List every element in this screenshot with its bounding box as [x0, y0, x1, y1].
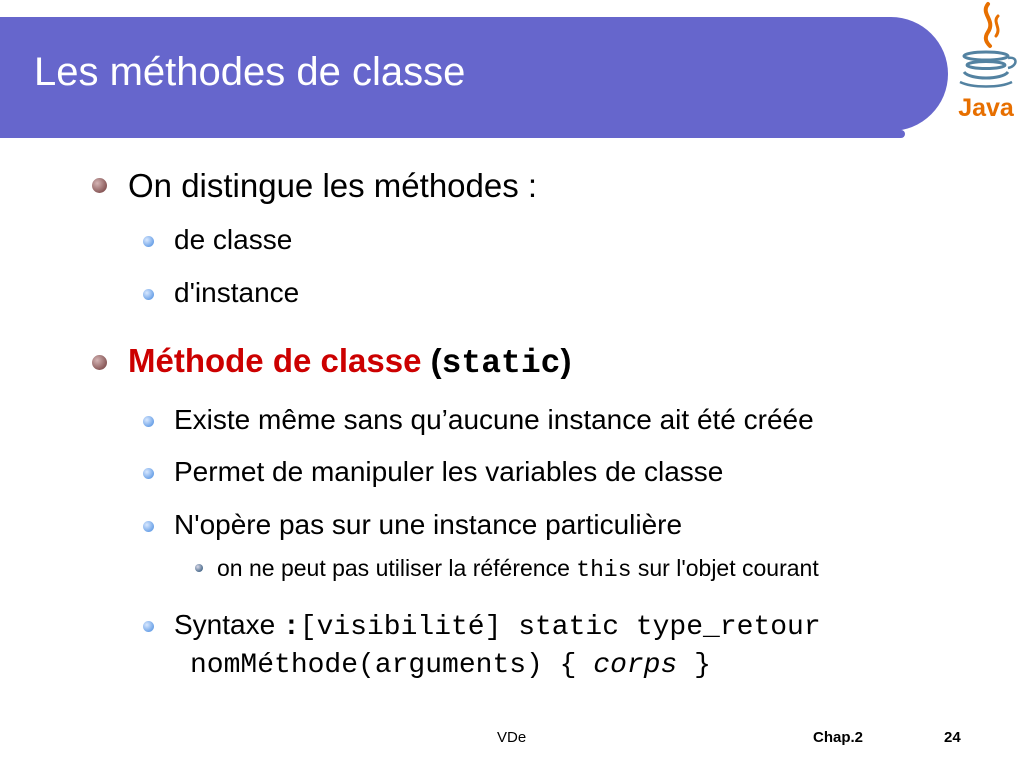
bullet-distinguish: On distingue les méthodes : [128, 167, 538, 204]
sub-sub-bullet-icon [195, 564, 203, 572]
this-pre: on ne peut pas utiliser la référence [217, 555, 577, 581]
sub-bullet-icon [143, 416, 154, 427]
sub-bullet-existe: Existe même sans qu’aucune instance ait été créée [174, 404, 814, 435]
syntaxe-colon: : [282, 612, 300, 643]
syntaxe-code2a: nomMéthode(arguments) { [190, 650, 594, 681]
syntaxe-code-line1: [visibilité] static type_retour [299, 612, 821, 643]
slide-title: Les méthodes de classe [34, 50, 466, 94]
sub-sub-bullet-this [217, 557, 819, 582]
sub-bullet-icon [143, 468, 154, 479]
bullet-icon [92, 355, 107, 370]
paren-close: ) [560, 342, 572, 379]
java-logo [950, 0, 1024, 130]
sub-bullet-instance: d'instance [174, 277, 300, 308]
footer-page-number: 24 [944, 729, 961, 746]
bullet-methode-classe [128, 344, 571, 380]
sub-bullet-opere: N'opère pas sur une instance particulière [174, 509, 683, 540]
java-logo-text: Java [958, 94, 1014, 122]
sub-bullet-icon [143, 236, 154, 247]
methode-classe-label: Méthode de classe [128, 342, 422, 379]
footer-author: VDe [497, 729, 527, 746]
syntaxe-label: Syntaxe [174, 609, 283, 640]
syntaxe-code-line2 [190, 652, 711, 680]
sub-bullet-syntaxe [174, 611, 821, 642]
syntaxe-corps: corps [593, 650, 678, 681]
sub-bullet-icon [143, 289, 154, 300]
sub-bullet-icon [143, 521, 154, 532]
footer-chapter: Chap.2 [813, 729, 864, 746]
paren-open: ( [421, 342, 442, 379]
bullet-icon [92, 178, 107, 193]
title-underline [0, 130, 905, 138]
sub-bullet-de-classe: de classe [174, 224, 293, 255]
syntaxe-code2c: } [677, 650, 711, 681]
this-post: sur l'objet courant [631, 555, 819, 581]
this-keyword: this [576, 557, 632, 583]
java-coffee-cup-icon [960, 4, 1016, 87]
static-keyword: static [441, 345, 561, 382]
sub-bullet-permet: Permet de manipuler les variables de classe [174, 456, 724, 487]
sub-bullet-icon [143, 621, 154, 632]
